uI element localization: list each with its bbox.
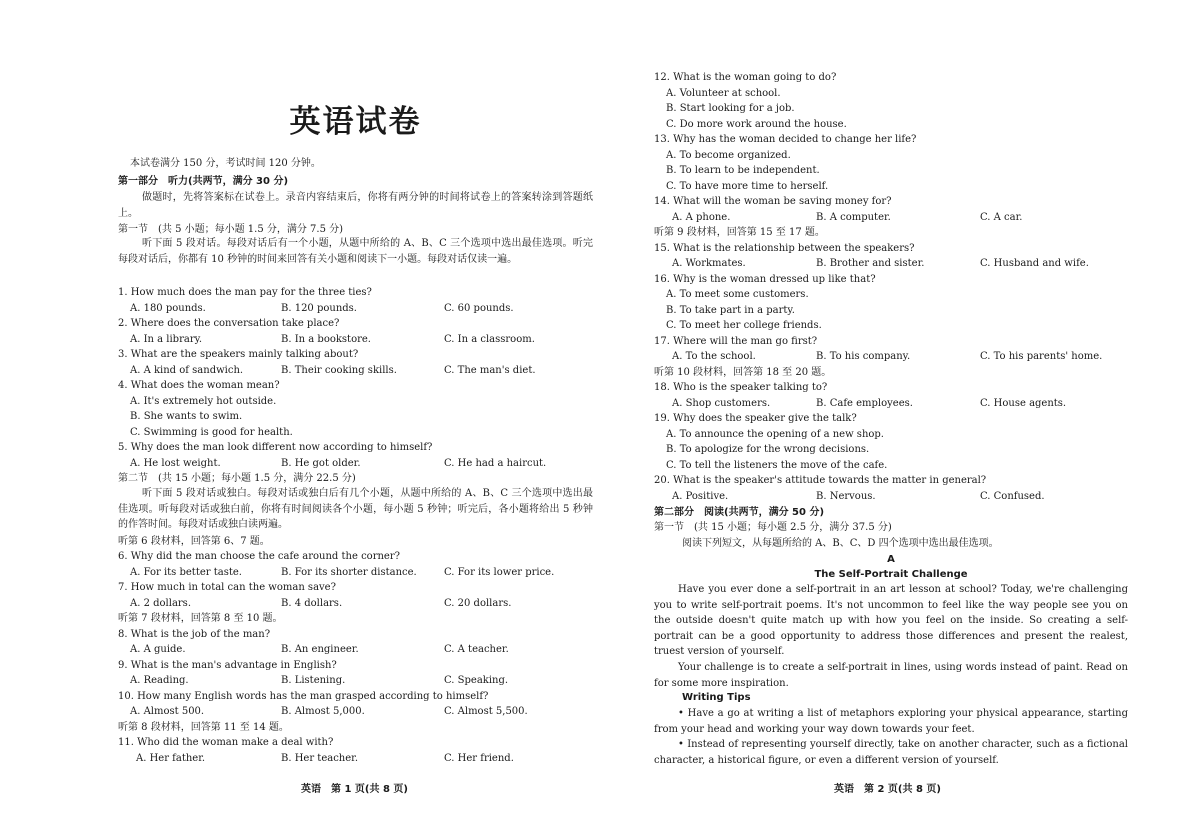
option-c: C. 60 pounds.: [444, 303, 514, 314]
material-label: 听第 6 段材料，回答第 6、7 题。: [118, 536, 270, 547]
option-c: C. Her friend.: [444, 753, 514, 764]
option-b: B. To learn to be independent.: [666, 165, 820, 176]
option-a: A. A kind of sandwich.: [130, 365, 244, 376]
question-stem: 4. What does the woman mean?: [118, 380, 280, 391]
material-label: 听第 8 段材料，回答第 11 至 14 题。: [118, 722, 289, 733]
part2-instructions: 阅读下列短文，从每题所给的 A、B、C、D 四个选项中选出最佳选项。: [682, 538, 999, 549]
option-c: C. To tell the listeners the move of the cafe.: [666, 460, 888, 471]
part1-instructions: 做题时，先将答案标在试卷上。录音内容结束后，你将有两分钟的时间将试卷上的答案转涂到答题纸上。: [118, 192, 593, 219]
option-b: B. For its shorter distance.: [281, 567, 417, 578]
section1-heading: 第一节 (共 5 小题；每小题 1.5 分，满分 7.5 分): [118, 224, 344, 235]
option-b: B. Start looking for a job.: [666, 103, 795, 114]
question-stem: 5. Why does the man look different now according to himself?: [118, 442, 433, 453]
option-a: A. To meet some customers.: [666, 289, 809, 300]
section1-instructions: 听下面 5 段对话。每段对话后有一个小题，从题中所给的 A、B、C 三个选项中选出最佳选项。听完每段对话后，你都有 10 秒钟的时间来回答有关小题和阅读下一小题。每段对话仅读一遍。: [118, 238, 593, 265]
question-stem: 9. What is the man's advantage in English?: [118, 660, 337, 671]
question-stem: 17. Where will the man go first?: [654, 336, 818, 347]
option-b: B. Brother and sister.: [816, 258, 925, 269]
option-b: B. A computer.: [816, 212, 891, 223]
option-c: C. Confused.: [980, 491, 1045, 502]
option-a: A. In a library.: [130, 334, 203, 345]
question-stem: 2. Where does the conversation take place?: [118, 318, 340, 329]
option-c: C. The man's diet.: [444, 365, 536, 376]
question-stem: 16. Why is the woman dressed up like that?: [654, 274, 876, 285]
option-c: C. Swimming is good for health.: [130, 427, 293, 438]
option-a: A. A phone.: [672, 212, 731, 223]
question-stem: 8. What is the job of the man?: [118, 629, 271, 640]
option-b: B. To his company.: [816, 351, 911, 362]
option-b: B. Cafe employees.: [816, 398, 913, 409]
question-stem: 1. How much does the man pay for the three ties?: [118, 287, 372, 298]
option-b: B. Nervous.: [816, 491, 876, 502]
passage-title: The Self-Portrait Challenge: [814, 569, 968, 580]
option-b: B. Her teacher.: [281, 753, 359, 764]
question-stem: 3. What are the speakers mainly talking about?: [118, 349, 359, 360]
option-a: A. To announce the opening of a new shop.: [666, 429, 884, 440]
option-c: C. To his parents' home.: [980, 351, 1103, 362]
option-b: B. 120 pounds.: [281, 303, 357, 314]
section2-heading: 第二节 (共 15 小题；每小题 1.5 分，满分 22.5 分): [118, 473, 356, 484]
part1-heading: 第一部分 听力(共两节，满分 30 分): [118, 176, 289, 187]
question-stem: 15. What is the relationship between the speakers?: [654, 243, 915, 254]
option-a: A. Shop customers.: [672, 398, 771, 409]
tip-item: • Have a go at writing a list of metaphors exploring your physical appearance, starting from your head and working your way down towards your feet.: [654, 708, 1128, 735]
material-label: 听第 10 段材料，回答第 18 至 20 题。: [654, 367, 832, 378]
exam-intro: 本试卷满分 150 分，考试时间 120 分钟。: [130, 158, 321, 169]
option-b: B. Listening.: [281, 675, 346, 686]
option-a: A. For its better taste.: [130, 567, 242, 578]
option-a: A. To become organized.: [666, 150, 791, 161]
material-label: 听第 7 段材料，回答第 8 至 10 题。: [118, 613, 283, 624]
option-a: A. 180 pounds.: [130, 303, 206, 314]
question-stem: 7. How much in total can the woman save?: [118, 582, 336, 593]
section2-instructions: 听下面 5 段对话或独白。每段对话或独白后有几个小题，从题中所给的 A、B、C 三个选项中选出最佳选项。听每段对话或独白前，你将有时间阅读各个小题，每小题 5 秒钟；听完后，各小题将给出 5 秒钟的作答时间。每段对话或独白读两遍。: [118, 488, 593, 530]
question-stem: 19. Why does the speaker give the talk?: [654, 413, 857, 424]
question-stem: 11. Who did the woman make a deal with?: [118, 737, 334, 748]
option-a: A. Almost 500.: [130, 706, 205, 717]
option-b: B. He got older.: [281, 458, 361, 469]
option-a: A. Her father.: [136, 753, 206, 764]
question-stem: 13. Why has the woman decided to change her life?: [654, 134, 917, 145]
question-stem: 12. What is the woman going to do?: [654, 72, 837, 83]
page-title: 英语试卷: [289, 104, 422, 140]
question-stem: 18. Who is the speaker talking to?: [654, 382, 828, 393]
passage-paragraph: Your challenge is to create a self-portrait in lines, using words instead of paint. Read on for some more inspiration.: [654, 662, 1128, 689]
option-c: C. 20 dollars.: [444, 598, 512, 609]
passage-paragraph: Have you ever done a self-portrait in an art lesson at school? Today, we're challenging you to write self-portrait poems. It's not uncommon to feel like the way people see you on the outside doesn't quite match up with how you feel on the inside. So creating a self-portrait can be a good opportunity to address those differences and present the realest, truest version of yourself.: [654, 584, 1128, 657]
option-a: A. Workmates.: [672, 258, 746, 269]
material-label: 听第 9 段材料，回答第 15 至 17 题。: [654, 227, 825, 238]
option-c: C. For its lower price.: [444, 567, 555, 578]
option-b: B. 4 dollars.: [281, 598, 343, 609]
option-a: A. 2 dollars.: [130, 598, 191, 609]
option-c: C. In a classroom.: [444, 334, 535, 345]
question-stem: 20. What is the speaker's attitude towards the matter in general?: [654, 475, 987, 486]
option-c: C. Do more work around the house.: [666, 119, 847, 130]
passage-letter: A: [887, 554, 895, 565]
option-a: A. Reading.: [130, 675, 189, 686]
option-b: B. Their cooking skills.: [281, 365, 397, 376]
part2-section1-heading: 第一节 (共 15 小题；每小题 2.5 分，满分 37.5 分): [654, 522, 892, 533]
option-a: A. A guide.: [130, 644, 186, 655]
question-stem: 6. Why did the man choose the cafe around the corner?: [118, 551, 400, 562]
question-stem: 10. How many English words has the man grasped according to himself?: [118, 691, 489, 702]
option-b: B. She wants to swim.: [130, 411, 243, 422]
option-c: C. Speaking.: [444, 675, 509, 686]
option-c: C. House agents.: [980, 398, 1067, 409]
option-c: C. A car.: [980, 212, 1023, 223]
option-b: B. To take part in a party.: [666, 305, 795, 316]
page-footer: 英语 第 2 页(共 8 页): [834, 784, 941, 795]
option-c: C. To have more time to herself.: [666, 181, 829, 192]
question-stem: 14. What will the woman be saving money for?: [654, 196, 892, 207]
option-b: B. Almost 5,000.: [281, 706, 365, 717]
option-c: C. To meet her college friends.: [666, 320, 822, 331]
option-a: A. He lost weight.: [130, 458, 221, 469]
option-c: C. A teacher.: [444, 644, 509, 655]
option-c: C. Almost 5,500.: [444, 706, 528, 717]
option-b: B. In a bookstore.: [281, 334, 371, 345]
option-a: A. To the school.: [672, 351, 756, 362]
tip-item: • Instead of representing yourself directly, take on another character, such as a fictional character, a historical figure, or even a different version of yourself.: [654, 739, 1128, 766]
option-a: A. Volunteer at school.: [666, 88, 781, 99]
option-b: B. To apologize for the wrong decisions.: [666, 444, 870, 455]
part2-heading: 第二部分 阅读(共两节，满分 50 分): [654, 507, 825, 518]
page-footer: 英语 第 1 页(共 8 页): [301, 784, 408, 795]
option-b: B. An engineer.: [281, 644, 359, 655]
option-a: A. It's extremely hot outside.: [130, 396, 277, 407]
option-c: C. He had a haircut.: [444, 458, 547, 469]
tips-heading: Writing Tips: [682, 692, 751, 703]
option-c: C. Husband and wife.: [980, 258, 1089, 269]
option-a: A. Positive.: [672, 491, 729, 502]
